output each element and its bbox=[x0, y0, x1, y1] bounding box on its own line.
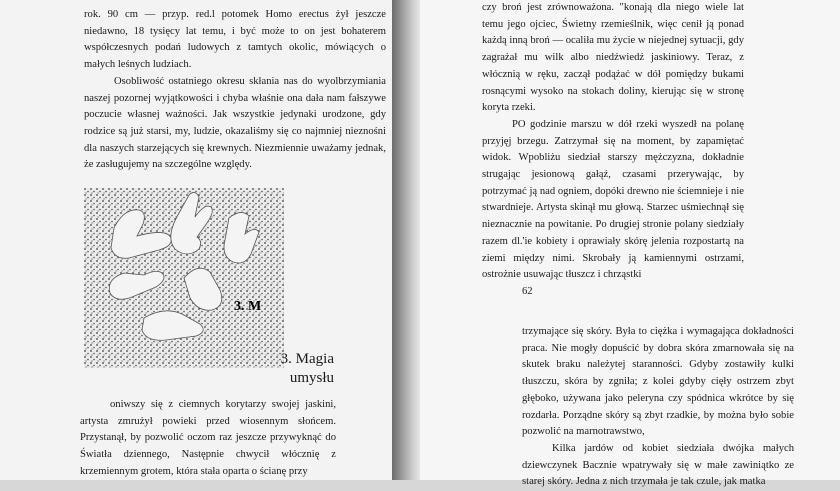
paragraph: PO godzinie marszu w dół rzeki wyszedł na polanę przyjęj brzegu. Zatrzymał się na moment, by zapamiętać widok. Wpobliżu siedział starszy mężczyzna, dokładnie strugając jesionową gałąź, czasami przerywając, by potrzymać ją nad ogniem, dopóki drewno nie ściemnieje i nie stwardnieje. Artysta skinął mu głową. Starzec uśmiechnął się nieznacznie na powitanie. Po drugiej stronie polany siedziały razem dl.'ie kobiety i oprawiały skórę jelenia rozpostartą na ziemi między nimi. Skrobały ją kamiennymi ostrzami, ostrożnie usuwając tłuszcz i chrząstki bbox=[482, 118, 744, 281]
left-page-bottom-text bbox=[80, 397, 336, 481]
paragraph: czy broń jest zrównoważona. "konają dla niego wiele lat temu jego ojciec, Świetny rzemieślnik, więc cenił ją ponad każdą inną broń — ocaliła mu życie w niejednej sytuacji, gdy zagrażał mu wilk albo niedźwiedź jaskiniowy. Teraz, z włócznią w ręku, zaczął podążać w dół pomiędzy bukami rosnącymi wysoko na stokach doliny, kierując się w stronę koryta rzeki. bbox=[482, 2, 744, 114]
chapter-title-line: umysłu bbox=[289, 370, 334, 386]
right-page-middle-text bbox=[522, 324, 794, 491]
paragraph: oniwszy się z ciemnych korytarzy swojej jaskini, artysta zmrużył powieki przed wiosennym słońcem. Przystanął, by pozwolić oczom raz jeszcze przywyknąć do Światła dziennego, Następnie chwycił włócznię z krzemiennym grotem, która stała oparta o ścianę przy bbox=[80, 399, 336, 477]
right-page-top-text bbox=[482, 0, 744, 284]
hand-stencils-drawing bbox=[84, 188, 284, 368]
book-gutter bbox=[392, 0, 420, 480]
paragraph: rok. 90 cm — przyp. red.l potomek Homo erectus żył jeszcze niedawno, 18 tysięcy lat temu, i być może to on jest bohaterem współczesnych podań ludowych z tamtych okolic, mówiących o małych leśnych ludziach. bbox=[84, 9, 386, 71]
left-page-top-text bbox=[84, 7, 386, 174]
chapter-title bbox=[250, 350, 334, 388]
page-number: 62 bbox=[522, 286, 533, 297]
paragraph: Kilka jardów od kobiet siedziała dwójka małych dziewczynek Bacznie wpatrywały się w małe zawiniątko ze starej skóry. Jedna z nich trzymała je tak czule, jak matka bbox=[522, 442, 794, 488]
figure-label: 3. M bbox=[234, 299, 262, 314]
chapter-title-line: 3. Magia bbox=[280, 351, 334, 367]
paragraph: trzymające się skóry. Była to ciężka i wymagająca dokładności praca. Nie mogły dopuścić by dobra skóra zmarnowała się na skutek braku należytej staranności. Gdyby zostawiły kulki tłuszczu, skóra by zgniła; z kolei gdyby cięły ostrzem zbyt głęboko, używana jako peleryna czy spódnica wkrótce by się rozdarła. Porządne skóry są zbyt rzadkie, by można było sobie pozwolić na marnotrawstwo, bbox=[522, 326, 794, 438]
paragraph: Osobliwość ostatniego okresu skłania nas do wyolbrzymiania naszej pozornej wyjątkowości i chyba właśnie ona dała nam fałszywe poczucie własnej ważności. Jak wszystkie jedynaki urodzone, gdy rodzice są już starsi, my, ludzie, okazaliśmy się co najmniej nieznośni dla naszych starzejących się krewnych. Niezmiennie uważamy jednak, że zasługujemy na szczególne względy. bbox=[84, 75, 386, 171]
hand-stencils-illustration bbox=[84, 188, 284, 368]
